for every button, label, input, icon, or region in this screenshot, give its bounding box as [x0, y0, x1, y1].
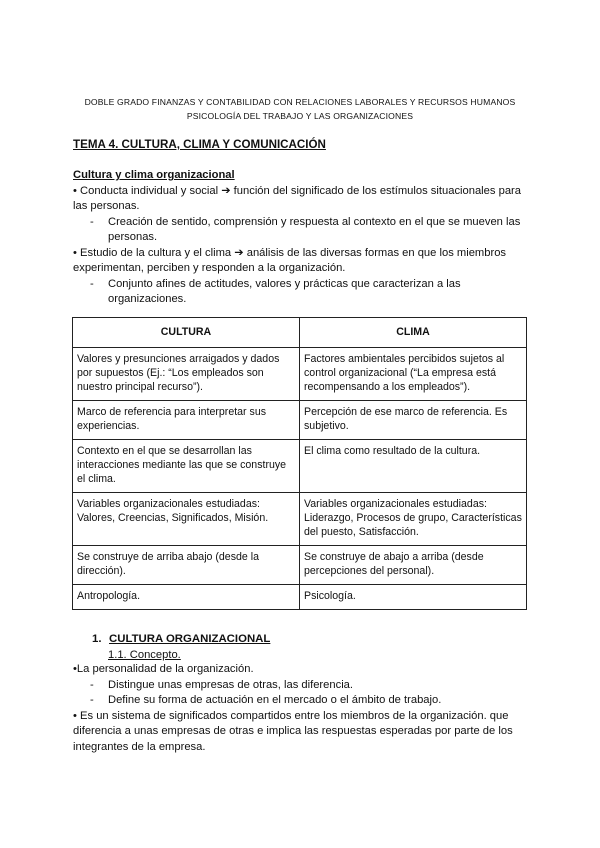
table-cell: Valores y presunciones arraigados y dados por supuestos (Ej.: “Los empleados son nuestro principal recurso”).: [73, 348, 300, 401]
table-cell: Se construye de abajo a arriba (desde percepciones del personal).: [300, 546, 527, 585]
bullet-paragraph: • Es un sistema de significados compartidos entre los miembros de la organización. que diferencia a unas empresas de otras e implica las respuestas esperadas por parte de los integrantes de la empresa.: [73, 709, 513, 753]
section-heading-text: CULTURA ORGANIZACIONAL: [109, 633, 271, 645]
section-number: 1.: [92, 633, 102, 645]
dash-marker: -: [90, 277, 94, 290]
table-cell: Psicología.: [300, 585, 527, 610]
table-row: [73, 440, 527, 493]
dash-item-text: Distingue unas empresas de otras, las diferencia.: [108, 678, 354, 691]
bullet-paragraph: • Estudio de la cultura y el clima ➔ análisis de las diversas formas en que los miembros experimentan, perciben y responden a la organización.: [73, 246, 507, 274]
table-row: [73, 546, 527, 585]
table-cell: Variables organizacionales estudiadas: Liderazgo, Procesos de grupo, Características del puesto, Satisfacción.: [300, 493, 527, 546]
table-cell: Percepción de ese marco de referencia. Es subjetivo.: [300, 401, 527, 440]
table-cell: Factores ambientales percibidos sujetos al control organizacional (“La empresa está recompensando a los empleados”).: [300, 348, 527, 401]
page-title: TEMA 4. CULTURA, CLIMA Y COMUNICACIÓN: [73, 138, 326, 151]
table-row: [73, 401, 527, 440]
table-cell: Variables organizacionales estudiadas: Valores, Creencias, Significados, Misión.: [73, 493, 300, 546]
document-header: [60, 96, 540, 123]
table-cell: Se construye de arriba abajo (desde la dirección).: [73, 546, 300, 585]
dash-marker: -: [90, 694, 94, 706]
dash-item: [73, 693, 535, 709]
dash-item: [73, 678, 535, 694]
table-cell: Contexto en el que se desarrollan las interacciones mediante las que se construye el clima.: [73, 440, 300, 493]
table-header-row: [73, 318, 527, 348]
subsection-heading: 1.1. Concepto.: [108, 649, 181, 661]
bullet-paragraph: •La personalidad de la organización.: [73, 663, 254, 675]
dash-item: [73, 215, 535, 246]
dash-item: [73, 277, 535, 308]
section-subtitle: Cultura y clima organizacional: [73, 169, 235, 181]
header-subject: PSICOLOGÍA DEL TRABAJO Y LAS ORGANIZACIONES: [186, 110, 414, 121]
table-row: [73, 493, 527, 546]
header-degree: DOBLE GRADO FINANZAS Y CONTABILIDAD CON RELACIONES LABORALES Y RECURSOS HUMANOS: [84, 97, 516, 107]
dash-item-text: Define su forma de actuación en el mercado o el ámbito de trabajo.: [108, 694, 442, 706]
section-culture-climate: [73, 168, 535, 308]
dash-item-text: Creación de sentido, comprensión y respuesta al contexto en el que se mueven las personas.: [108, 215, 521, 243]
table-cell: Marco de referencia para interpretar sus experiencias.: [73, 401, 300, 440]
comparison-table: [72, 317, 527, 610]
table-cell: El clima como resultado de la cultura.: [300, 440, 527, 493]
table-cell: Antropología.: [73, 585, 300, 610]
section-concept: [73, 662, 535, 755]
bullet-paragraph: • Conducta individual y social ➔ función del significado de los estímulos situacionales para las personas.: [73, 184, 521, 212]
dash-marker: -: [90, 215, 94, 228]
dash-item-text: Conjunto afines de actitudes, valores y prácticas que caracterizan a las organizaciones.: [108, 277, 461, 305]
section-heading: [92, 632, 270, 648]
table-row: [73, 348, 527, 401]
column-header-climate: CLIMA: [300, 318, 527, 348]
column-header-culture: CULTURA: [73, 318, 300, 348]
table-row: [73, 585, 527, 610]
dash-marker: -: [90, 678, 94, 691]
